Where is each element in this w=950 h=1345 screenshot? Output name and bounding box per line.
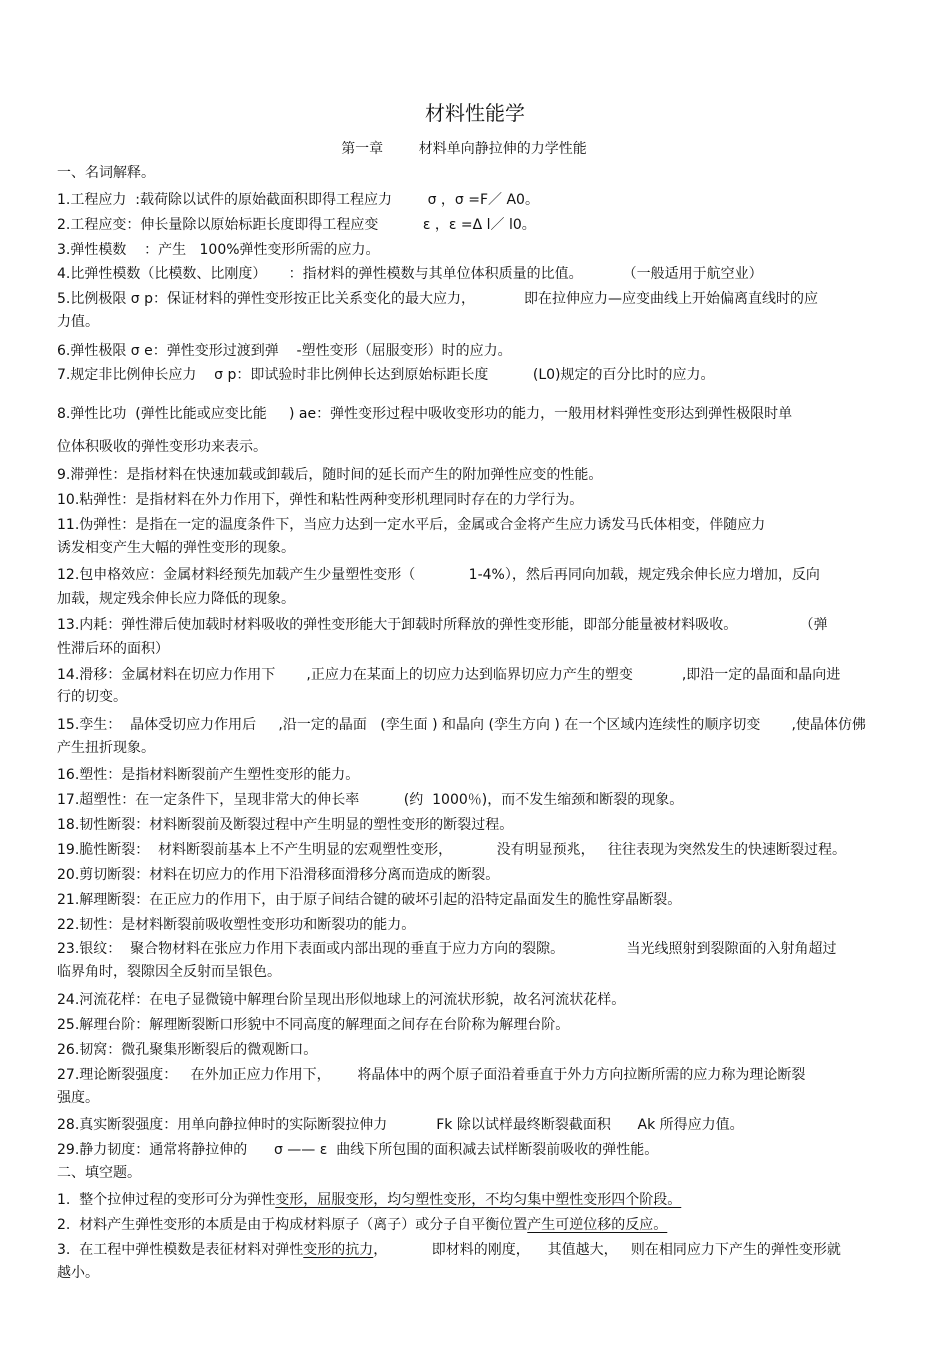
definition-line: 23.银纹： 聚合物材料在张应力作用下表面或内部出现的垂直于应力方向的裂隙。 当光线照射到裂隙面的入射角超过: [57, 941, 837, 957]
question-text: 3. 在工程中弹性模数是表征材料对弹性: [57, 1242, 304, 1258]
definition-line: 2.工程应变：伸长量除以原始标距长度即得工程应变 ε ，ε =Δ l／ l0。: [57, 217, 536, 233]
definition-line: 6.弹性极限 σ e：弹性变形过渡到弹 -塑性变形（屈服变形）时的应力。: [57, 343, 512, 359]
definition-line: 13.内耗：弹性滞后使加载时材料吸收的弹性变形能大于卸载时所释放的弹性变形能，即部分能量被材料吸收。 （弹: [57, 617, 828, 633]
definition-line: 4.比弹性模数（比模数、比刚度） ：指材料的弹性模数与其单位体积质量的比值。 （一般适用于航空业）: [57, 266, 763, 282]
definition-line: 14.滑移：金属材料在切应力作用下 ,正应力在某面上的切应力达到临界切应力产生的塑变 ,即沿一定的晶面和晶向进: [57, 667, 841, 683]
definition-line: 24.河流花样：在电子显微镜中解理台阶呈现出形似地球上的河流状形貌，故名河流状花样。: [57, 992, 626, 1008]
definition-line: 1.工程应力 :载荷除以试件的原始截面积即得工程应力 σ ，σ =F／ A0。: [57, 192, 539, 208]
question-text: ， 即材料的刚度， 其值越大， 则在相同应力下产生的弹性变形就: [373, 1242, 841, 1258]
definition-line: 26.韧窝：微孔聚集形断裂后的微观断口。: [57, 1042, 318, 1058]
definition-line: 位体积吸收的弹性变形功来表示。: [57, 439, 267, 455]
definition-line: 8.弹性比功 (弹性比能或应变比能 ) ae：弹性变形过程中吸收变形功的能力，一般用材料弹性变形达到弹性极限时单: [57, 406, 793, 422]
definition-line: 诱发相变产生大幅的弹性变形的现象。: [57, 540, 295, 556]
definition-line: 力值。: [57, 314, 99, 330]
definition-line: 20.剪切断裂：材料在切应力的作用下沿滑移面滑移分离而造成的断裂。: [57, 867, 500, 883]
definition-line: 19.脆性断裂： 材料断裂前基本上不产生明显的宏观塑性变形， 没有明显预兆， 往往表现为突然发生的快速断裂过程。: [57, 842, 847, 858]
definition-line: 性滞后环的面积）: [57, 641, 169, 657]
definition-line: 7.规定非比例伸长应力 σ p：即试验时非比例伸长达到原始标距长度 (L0)规定的百分比时的应力。: [57, 367, 715, 383]
definition-line: 加载，规定残余伸长应力降低的现象。: [57, 591, 295, 607]
fill-question-3: [57, 1241, 897, 1260]
definition-line: 3.弹性模数 ：产生 100%弹性变形所需的应力。: [57, 242, 380, 258]
definition-line: 9.滞弹性：是指材料在快速加载或卸载后，随时间的延长而产生的附加弹性应变的性能。: [57, 467, 603, 483]
underlined-answer: 变形，屈服变形，均匀塑性变形，不均匀集中塑性变形四个阶段。: [275, 1192, 682, 1208]
definition-line: 12.包申格效应：金属材料经预先加载产生少量塑性变形（ 1-4%），然后再同向加载，规定残余伸长应力增加，反向: [57, 567, 820, 583]
definition-line: 10.粘弹性：是指材料在外力作用下，弹性和粘性两种变形机理同时存在的力学行为。: [57, 492, 584, 508]
definition-line: 21.解理断裂：在正应力的作用下，由于原子间结合键的破坏引起的沿特定晶面发生的脆性穿晶断裂。: [57, 892, 682, 908]
underlined-answer: 产生可逆位移的反应。: [527, 1217, 668, 1233]
definition-line: 强度。: [57, 1090, 99, 1106]
question-text: 1. 整个拉伸过程的变形可分为弹性: [57, 1192, 276, 1208]
fill-question-3-continued: 越小。: [57, 1265, 99, 1281]
definition-line: 28.真实断裂强度：用单向静拉伸时的实际断裂拉伸力 Fk 除以试样最终断裂截面积 Ak 所得应力值。: [57, 1117, 744, 1133]
definition-line: 29.静力韧度：通常将静拉伸的 σ —— ε 曲线下所包围的面积减去试样断裂前吸收的弹性能。: [57, 1142, 659, 1158]
definition-line: 22.韧性：是材料断裂前吸收塑性变形功和断裂功的能力。: [57, 917, 416, 933]
definition-line: 27.理论断裂强度： 在外加正应力作用下， 将晶体中的两个原子面沿着垂直于外力方向拉断所需的应力称为理论断裂: [57, 1067, 806, 1083]
document-title: 材料性能学: [425, 101, 525, 125]
definition-line: 行的切变。: [57, 689, 127, 705]
definition-line: 17.超塑性：在一定条件下，呈现非常大的伸长率 (约 1000％)，而不发生缩颈和断裂的现象。: [57, 792, 684, 808]
fill-question-2: [57, 1216, 897, 1235]
section-heading-definitions: 一、名词解释。: [57, 165, 155, 181]
chapter-heading: 第一章 材料单向静拉伸的力学性能: [341, 141, 587, 157]
definition-line: 25.解理台阶：解理断裂断口形貌中不同高度的解理面之间存在台阶称为解理台阶。: [57, 1017, 570, 1033]
definition-line: 18.韧性断裂：材料断裂前及断裂过程中产生明显的塑性变形的断裂过程。: [57, 817, 514, 833]
definition-line: 16.塑性：是指材料断裂前产生塑性变形的能力。: [57, 767, 360, 783]
definition-line: 15.孪生： 晶体受切应力作用后 ,沿一定的晶面 (孪生面 ) 和晶向 (孪生方向 ) 在一个区域内连续性的顺序切变 ,使晶体仿佛: [57, 717, 866, 733]
underlined-answer: 变形的抗力: [303, 1242, 374, 1258]
section-heading-fill-in: 二、填空题。: [57, 1165, 141, 1181]
definition-line: 临界角时，裂隙因全反射而呈银色。: [57, 964, 281, 980]
question-text: 2. 材料产生弹性变形的本质是由于构成材料原子（离子）或分子自平衡位置: [57, 1217, 528, 1233]
definition-line: 11.伪弹性：是指在一定的温度条件下，当应力达到一定水平后，金属或合金将产生应力诱发马氏体相变，伴随应力: [57, 517, 766, 533]
definition-line: 产生扭折现象。: [57, 740, 155, 756]
fill-question-1: [57, 1191, 897, 1210]
definition-line: 5.比例极限 σ p：保证材料的弹性变形按正比关系变化的最大应力， 即在拉伸应力—应变曲线上开始偏离直线时的应: [57, 291, 818, 307]
